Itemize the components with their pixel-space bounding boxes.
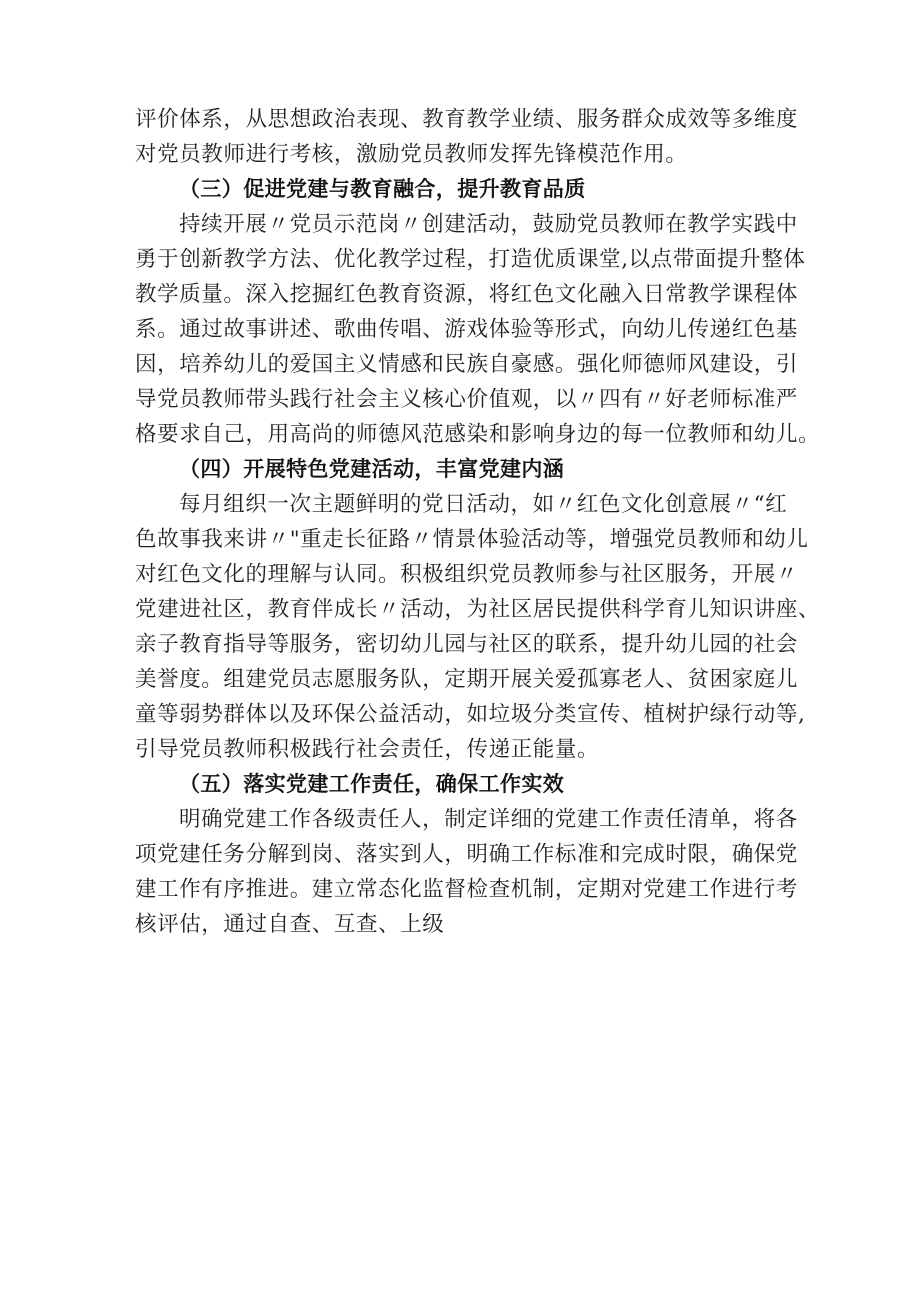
section-5-line: 核评估，通过自查、互查、上级 bbox=[135, 912, 445, 937]
section-5-line: 项党建任务分解到岗、落实到人，明确工作标准和完成时限，确保党 bbox=[135, 842, 799, 867]
section-3-line: 格要求自己，用高尚的师德风范感染和影响身边的每一位教师和幼儿。 bbox=[135, 422, 821, 447]
section-4-line: 色故事我来讲〃"重走长征路〃情景体验活动等，增强党员教师和幼儿 bbox=[135, 527, 809, 552]
section-4-line: 童等弱势群体以及环保公益活动，如垃圾分类宣传、植树护绿行动等, bbox=[135, 702, 806, 727]
section-3-line: 导党员教师带头践行社会主义核心价值观，以〃四有〃好老师标准严 bbox=[135, 387, 799, 412]
section-4-line: 美誉度。组建党员志愿服务队，定期开展关爱孤寡老人、贫困家庭儿 bbox=[135, 667, 799, 692]
intro-line: 对党员教师进行考核，激励党员教师发挥先锋模范作用。 bbox=[135, 142, 688, 167]
section-4-line: 每月组织一次主题鲜明的党日活动，如〃红色文化创意展〃“红 bbox=[179, 492, 788, 517]
section-4-line: 引导党员教师积极践行社会责任，传递正能量。 bbox=[135, 737, 600, 762]
section-3-line: 持续开展〃党员示范岗〃创建活动，鼓励党员教师在教学实践中 bbox=[179, 212, 798, 237]
section-5-line: 明确党建工作各级责任人，制定详细的党建工作责任清单，将各 bbox=[179, 807, 798, 832]
section-heading-3: （三）促进党建与教育融合，提升教育品质 bbox=[179, 177, 586, 201]
section-3-line: 系。通过故事讲述、歌曲传唱、游戏体验等形式，向幼儿传递红色基 bbox=[135, 317, 799, 342]
section-4-line: 对红色文化的理解与认同。积极组织党员教师参与社区服务，开展〃 bbox=[135, 562, 799, 587]
section-heading-5: （五）落实党建工作责任，确保工作实效 bbox=[179, 772, 565, 796]
document-body bbox=[135, 102, 821, 942]
section-3-line: 教学质量。深入挖掘红色教育资源，将红色文化融入日常教学课程体 bbox=[135, 282, 799, 307]
intro-line: 评价体系，从思想政治表现、教育教学业绩、服务群众成效等多维度 bbox=[135, 107, 799, 132]
section-5-line: 建工作有序推进。建立常态化监督检查机制，定期对党建工作进行考 bbox=[135, 877, 799, 902]
section-3-line: 因，培养幼儿的爱国主义情感和民族自豪感。强化师德师风建设，引 bbox=[135, 352, 799, 377]
section-4-line: 党建进社区，教育伴成长〃活动，为社区居民提供科学育儿知识讲座、 bbox=[135, 597, 821, 622]
section-heading-4: （四）开展特色党建活动，丰富党建内涵 bbox=[179, 457, 565, 481]
section-3-line: 勇于创新教学方法、优化教学过程，打造优质课堂,以点带面提升整体 bbox=[135, 247, 806, 272]
section-4-line: 亲子教育指导等服务，密切幼儿园与社区的联系，提升幼儿园的社会 bbox=[135, 632, 799, 657]
